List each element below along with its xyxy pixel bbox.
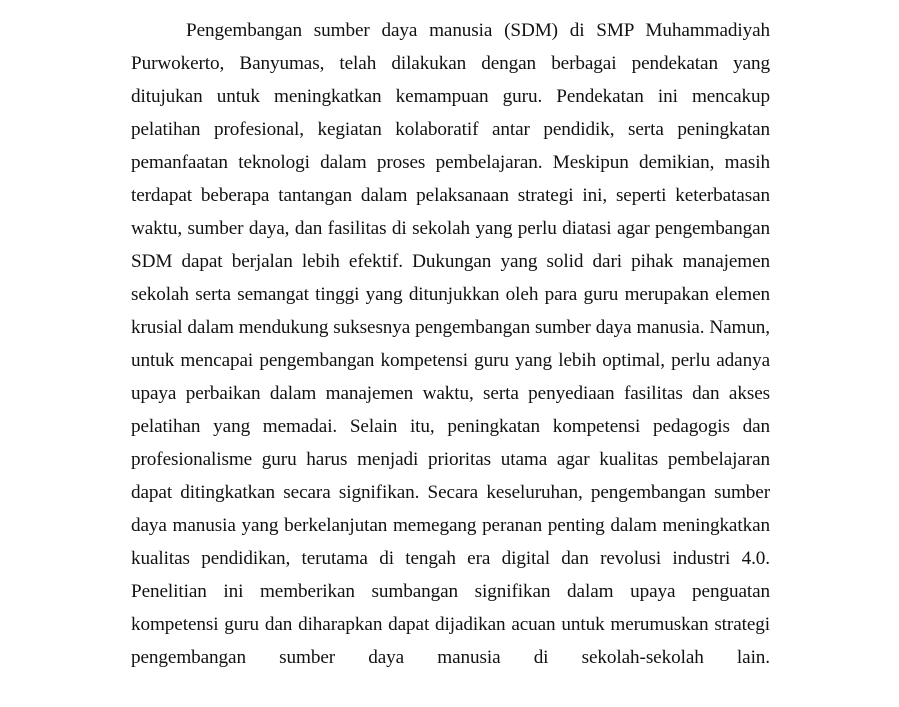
body-paragraph: Pengembangan sumber daya manusia (SDM) di SMP Muhammadiyah Purwokerto, Banyumas, telah dilakukan dengan berbagai pendekatan yang ditujukan untuk meningkatkan kemampuan guru. Pendekatan ini mencakup pelatihan profesional, kegiatan kolaboratif antar pendidik, serta peningkatan pemanfaatan teknologi dalam proses pembelajaran. Meskipun demikian, masih terdapat beberapa tantangan dalam pelaksanaan strategi ini, seperti keterbatasan waktu, sumber daya, dan fasilitas di sekolah yang perlu diatasi agar pengembangan SDM dapat berjalan lebih efektif. Dukungan yang solid dari pihak manajemen sekolah serta semangat tinggi yang ditunjukkan oleh para guru merupakan elemen krusial dalam mendukung suksesnya pengembangan sumber daya manusia. Namun, untuk mencapai pengembangan kompetensi guru yang lebih optimal, perlu adanya upaya perbaikan dalam manajemen waktu, serta penyediaan fasilitas dan akses pelatihan yang memadai. Selain itu, peningkatan kompetensi pedagogis dan profesionalisme guru harus menjadi prioritas utama agar kualitas pembelajaran dapat ditingkatkan secara signifikan. Secara keseluruhan, pengembangan sumber daya manusia yang berkelanjutan memegang peranan penting dalam meningkatkan kualitas pendidikan, terutama di tengah era digital dan revolusi industri 4.0. Penelitian ini memberikan sumbangan signifikan dalam upaya penguatan kompetensi guru dan diharapkan dapat dijadikan acuan untuk merumuskan strategi pengembangan sumber daya manusia di sekolah-sekolah lain. (131, 20, 770, 668)
text-column (131, 14, 770, 707)
